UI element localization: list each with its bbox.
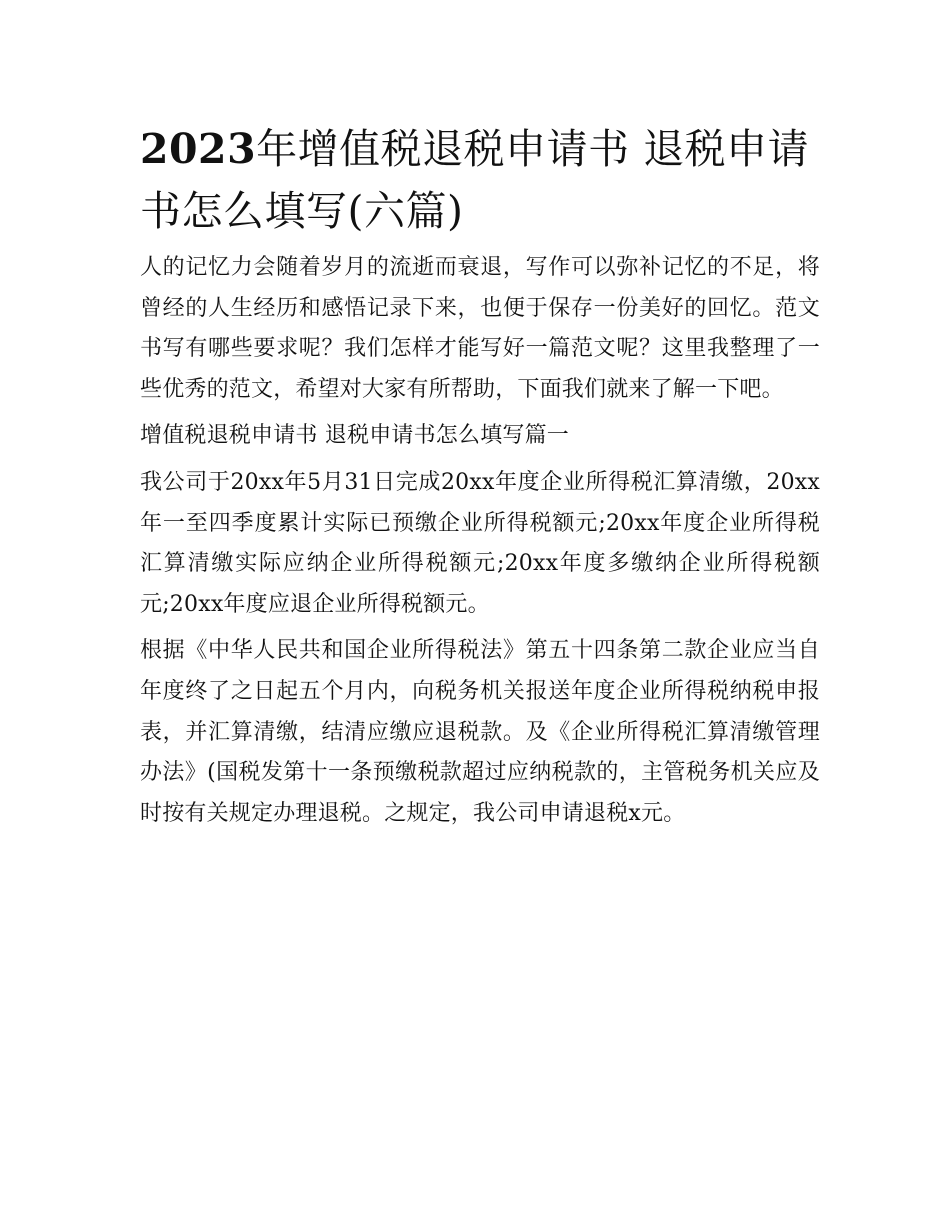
title-year: 2023 [140, 125, 257, 173]
body-paragraph: 根据《中华人民共和国企业所得税法》第五十四条第二款企业应当自年度终了之日起五个月内，向税务机关报送年度企业所得税纳税申报表，并汇算清缴，结清应缴应退税款。及《企业所得税汇算清缴管理办法》(国税发第十一条预缴税款超过应纳税款的，主管税务机关应及时按有关规定办理退税。之规定，我公司申请退税x元。 [140, 638, 820, 826]
document-title [140, 118, 820, 242]
body-paragraph: 我公司于20xx年5月31日完成20xx年度企业所得税汇算清缴，20xx年一至四季度累计实际已预缴企业所得税额元;20xx年度企业所得税汇算清缴实际应纳企业所得税额元;20xx年度多缴纳企业所得税额元;20xx年度应退企业所得税额元。 [140, 469, 820, 617]
document-content [140, 118, 820, 834]
intro-paragraph: 人的记忆力会随着岁月的流逝而衰退，写作可以弥补记忆的不足，将曾经的人生经历和感悟记录下来，也便于保存一份美好的回忆。范文书写有哪些要求呢？我们怎样才能写好一篇范文呢？这里我整理了一些优秀的范文，希望对大家有所帮助，下面我们就来了解一下吧。 [140, 255, 820, 402]
title-text: 年增值税退税申请书 退税申请书怎么填写(六篇) [140, 125, 810, 235]
section-heading: 增值税退税申请书 退税申请书怎么填写篇一 [140, 423, 569, 449]
